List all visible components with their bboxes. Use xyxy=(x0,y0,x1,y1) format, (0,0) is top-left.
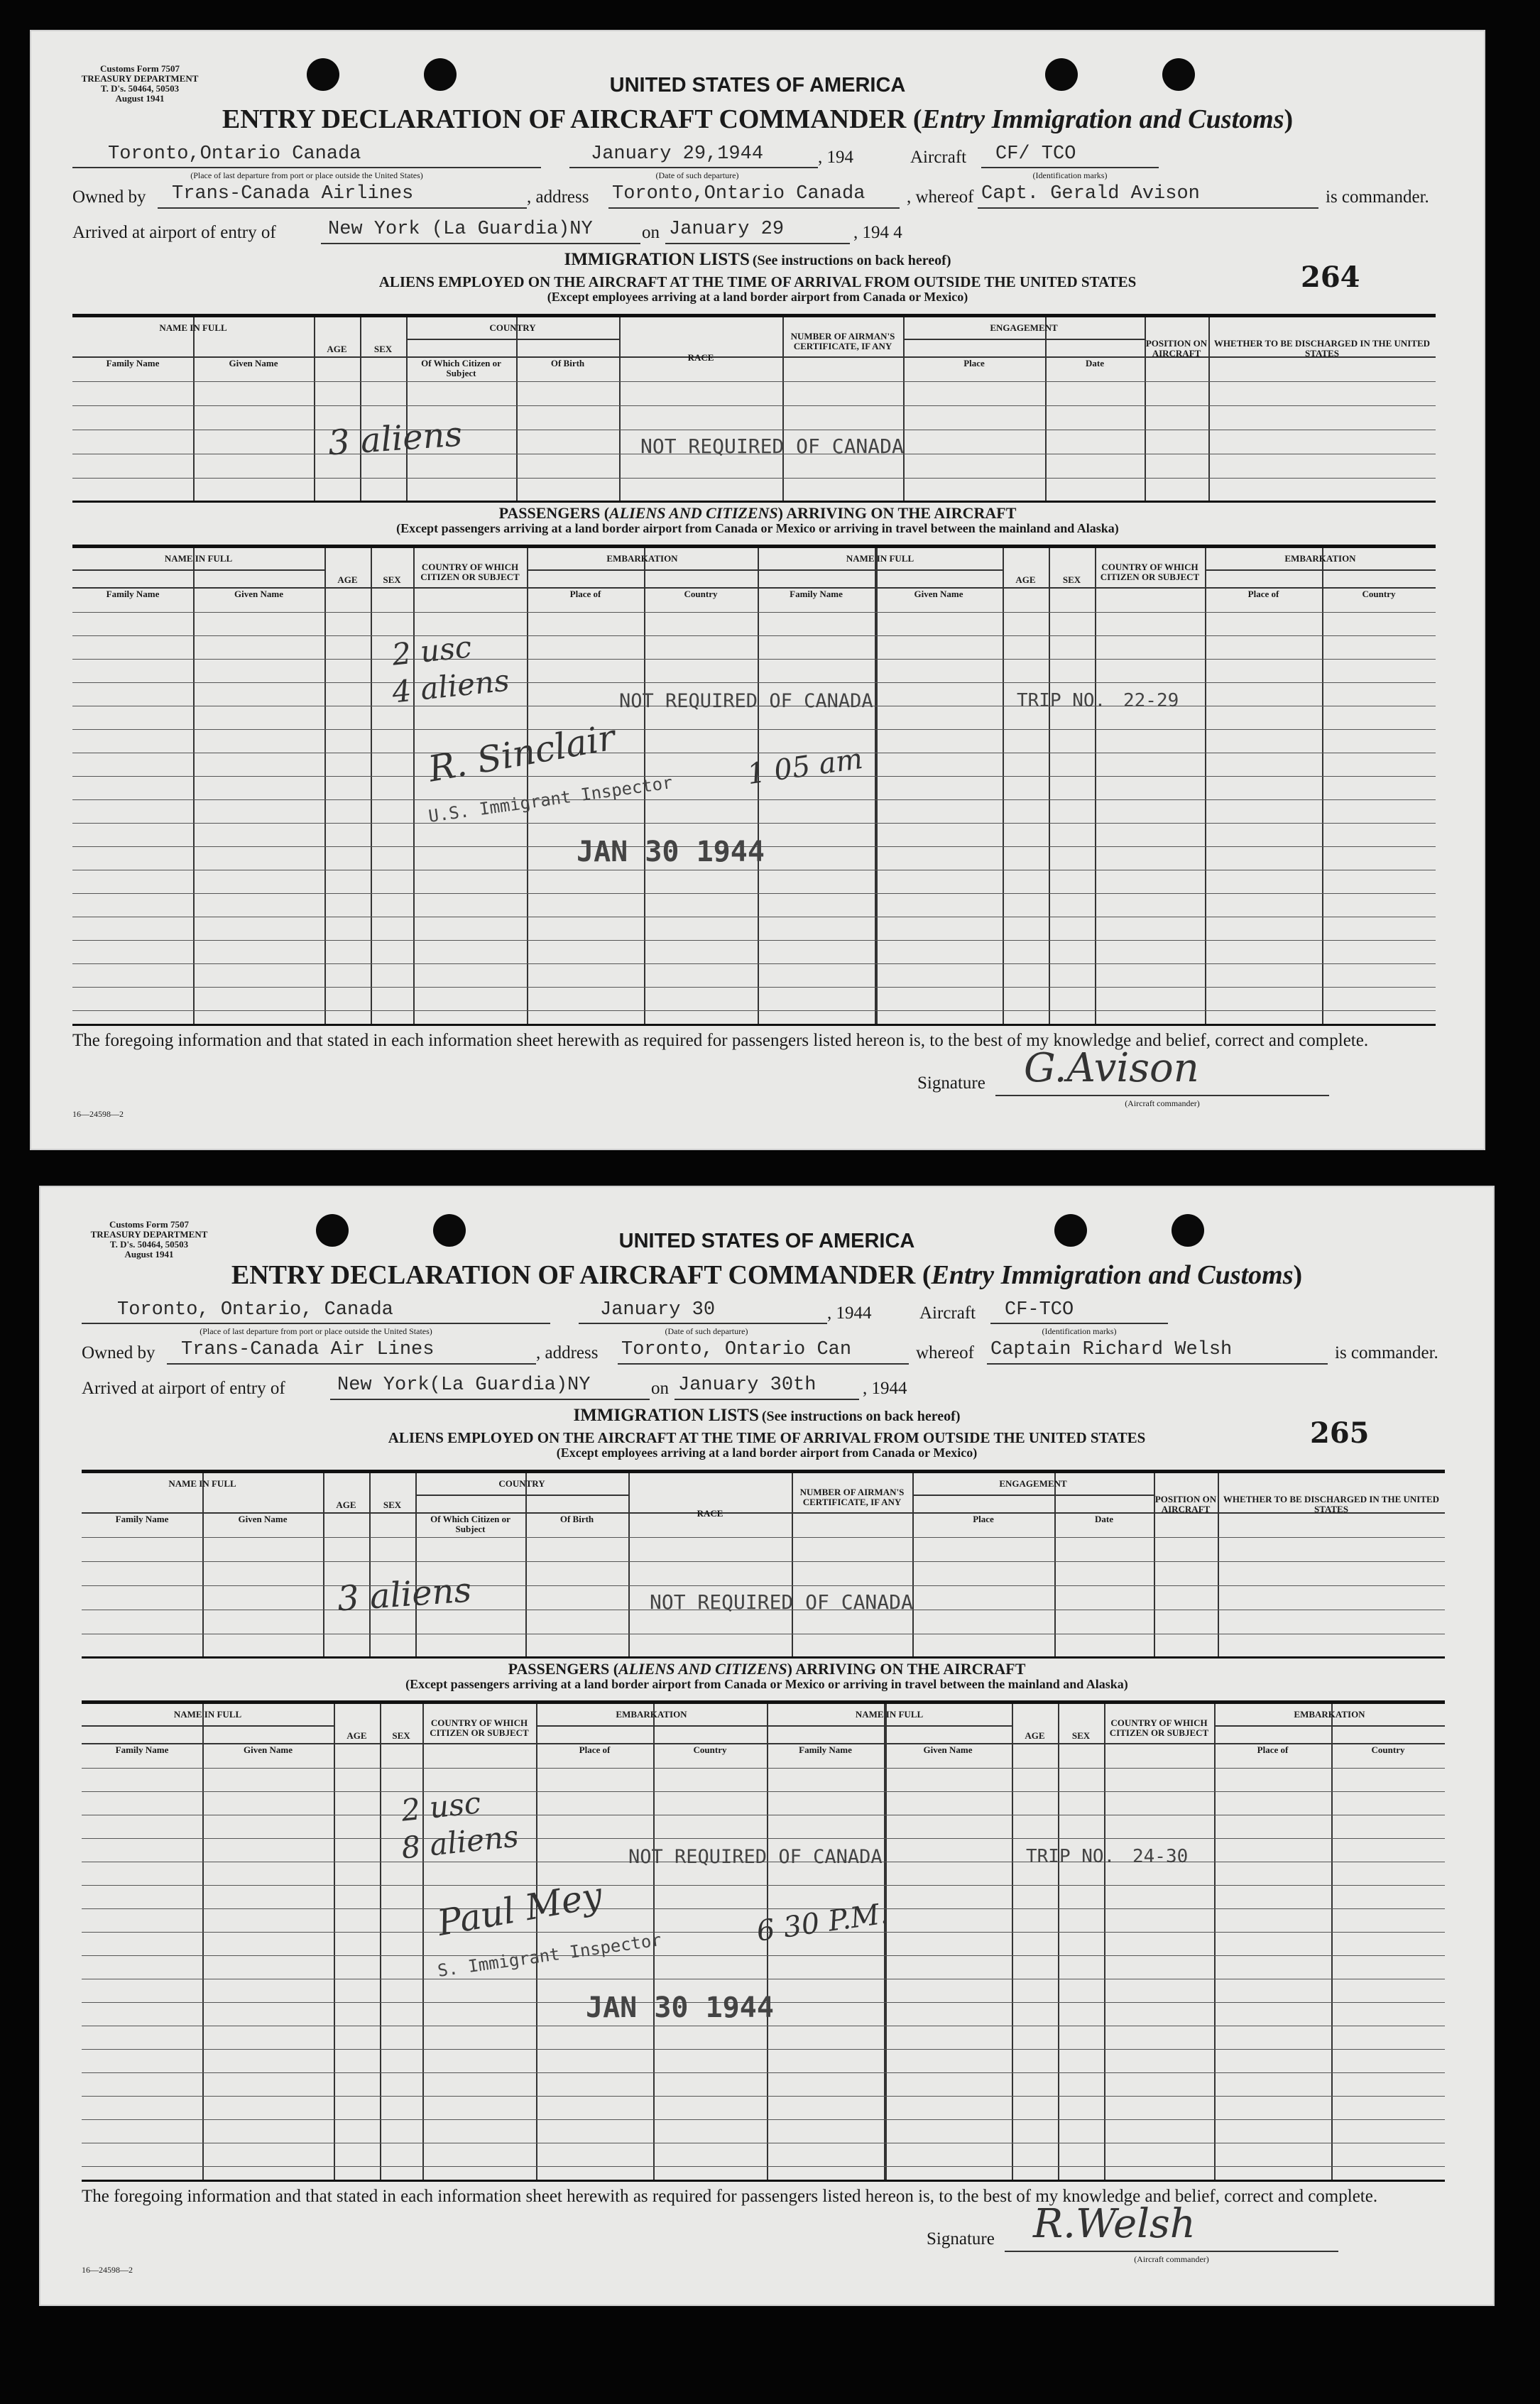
crew-handwritten-note: 3 aliens xyxy=(327,414,464,464)
pass-head-place: Place of xyxy=(579,1744,611,1755)
crew-row-rule xyxy=(72,405,1436,406)
owner-value: Trans-Canada Airlines xyxy=(172,183,414,204)
passengers-head-a: PASSENGERS ( xyxy=(508,1660,619,1678)
passengers-head-b: ALIENS AND CITIZENS xyxy=(618,1660,787,1678)
crew-head-birth: Of Birth xyxy=(559,1514,594,1524)
pass-head-embarkation-2: EMBARKATION xyxy=(1294,1709,1365,1720)
pass-group-rule xyxy=(758,569,1003,571)
crew-col-rule xyxy=(202,1473,204,1656)
crew-table-frame xyxy=(72,314,1436,503)
crew-col-rule xyxy=(912,1473,914,1656)
pass-head-country: Country xyxy=(684,589,718,599)
date-caption: (Date of such departure) xyxy=(655,170,739,180)
crew-head-birth: Of Birth xyxy=(550,358,585,368)
pass-head-embarkation-2: EMBARKATION xyxy=(1284,553,1356,564)
trip-label: TRIP NO. xyxy=(1017,690,1106,711)
crew-head-eng-date: Date xyxy=(1086,358,1104,368)
pass-head-name: NAME IN FULL xyxy=(164,553,233,564)
country-heading: UNITED STATES OF AMERICA xyxy=(618,1230,915,1252)
crew-head-country: COUNTRY xyxy=(498,1478,545,1489)
passenger-note-usc: 2 usc xyxy=(399,1785,483,1828)
certification-text: The foregoing information and that stated in each information sheet herewith as required for passengers listed hereon is, to the best of my knowledge and belief, correct and complete. xyxy=(82,2187,1378,2206)
place-caption: (Place of last departure from port or place outside the United States) xyxy=(190,170,423,180)
pass-head-citizen-2: COUNTRY OF WHICH CITIZEN OR SUBJECT xyxy=(1109,1717,1209,1738)
pass-row-rule xyxy=(82,1838,1445,1839)
crew-group-rule xyxy=(406,339,619,340)
pass-col-rule xyxy=(1003,548,1004,1024)
aircraft-label: Aircraft xyxy=(910,148,967,167)
pass-row-rule xyxy=(72,799,1436,800)
crew-table-frame xyxy=(82,1470,1445,1659)
pass-col-rule xyxy=(884,1704,887,2180)
passengers-subheading: (Except passengers arriving at a land border airport from Canada or Mexico or arriving in travel between the mainland and Alaska) xyxy=(396,521,1119,535)
signature-caption: (Aircraft commander) xyxy=(1125,1098,1200,1108)
crew-col-rule xyxy=(628,1473,630,1656)
crew-head-position: POSITION ON AIRCRAFT xyxy=(1145,338,1208,359)
trip-number: 24-30 xyxy=(1132,1846,1189,1867)
pass-group-rule xyxy=(82,1725,334,1727)
address-value: Toronto, Ontario Can xyxy=(621,1339,852,1360)
crew-row-rule xyxy=(72,381,1436,382)
arrival-date-value: January 29 xyxy=(669,219,785,240)
pass-row-rule xyxy=(72,729,1436,730)
crew-col-rule xyxy=(193,317,195,501)
aliens-subheading: (Except employees arriving at a land border airport from Canada or Mexico) xyxy=(547,290,968,304)
pass-head-given-2: Given Name xyxy=(914,589,963,599)
crew-col-rule xyxy=(406,317,408,501)
pass-col-rule xyxy=(536,1704,537,2180)
department: TREASURY DEPARTMENT xyxy=(90,1229,208,1240)
form-title xyxy=(39,1260,1495,1291)
on-label: on xyxy=(642,223,660,242)
passenger-not-required-stamp: NOT REQUIRED OF CANADA xyxy=(628,1846,883,1868)
immigration-title: IMMIGRATION LISTS xyxy=(573,1406,759,1425)
pass-row-rule xyxy=(82,1768,1445,1769)
arrival-year: , 194 4 xyxy=(853,223,902,242)
country-heading: UNITED STATES OF AMERICA xyxy=(609,74,906,97)
pass-group-rule xyxy=(767,1725,1012,1727)
crew-head-race: RACE xyxy=(687,352,714,363)
pass-col-rule xyxy=(193,548,195,1024)
owner-value: Trans-Canada Air Lines xyxy=(181,1339,435,1360)
pass-head-country-2: Country xyxy=(1371,1744,1405,1755)
form-date: August 1941 xyxy=(124,1249,174,1260)
pass-row-rule xyxy=(72,940,1436,941)
crew-col-rule xyxy=(619,317,621,501)
commander-signature: R.Welsh xyxy=(1033,2201,1196,2247)
airport-value: New York (La Guardia)NY xyxy=(328,219,593,240)
commander-label: is commander. xyxy=(1335,1343,1438,1362)
pass-row-rule xyxy=(82,2119,1445,2120)
passengers-subheading: (Except passengers arriving at a land border airport from Canada or Mexico or arriving in travel between the mainland and Alaska) xyxy=(405,1677,1128,1691)
aliens-subheading: (Except employees arriving at a land border airport from Canada or Mexico) xyxy=(556,1446,978,1460)
crew-head-position: POSITION ON AIRCRAFT xyxy=(1154,1494,1217,1514)
passengers-head-a: PASSENGERS ( xyxy=(498,504,610,522)
pass-col-rule xyxy=(334,1704,335,2180)
pass-row-rule xyxy=(72,612,1436,613)
address-value: Toronto,Ontario Canada xyxy=(612,183,865,204)
pass-group-rule xyxy=(527,569,758,571)
crew-head-citizen: Of Which Citizen or Subject xyxy=(421,358,501,378)
print-code: 16—24598—2 xyxy=(72,1109,124,1119)
crew-head-engagement: ENGAGEMENT xyxy=(999,1478,1067,1489)
declaration-form-265 xyxy=(39,1186,1495,2306)
crew-head-given: Given Name xyxy=(229,358,278,368)
pass-col-rule xyxy=(1058,1704,1059,2180)
pass-row-rule xyxy=(82,2072,1445,2073)
date-stamp: JAN 30 1944 xyxy=(586,1992,774,2024)
pass-group-rule xyxy=(1214,1725,1445,1727)
crew-head-eng-date: Date xyxy=(1095,1514,1113,1524)
crew-head-eng-place: Place xyxy=(973,1514,994,1524)
on-label: on xyxy=(651,1379,669,1398)
crew-head-citizen: Of Which Citizen or Subject xyxy=(430,1514,510,1534)
passenger-note-aliens: 4 aliens xyxy=(390,662,511,710)
pass-col-rule xyxy=(1331,1704,1333,2180)
pass-head-place-2: Place of xyxy=(1247,589,1279,599)
address-label: , address xyxy=(527,187,589,207)
crew-head-race: RACE xyxy=(697,1508,723,1519)
immigration-heading xyxy=(39,1406,1495,1426)
inspector-title: U.S. Immigrant Inspector xyxy=(427,772,675,826)
immigration-title: IMMIGRATION LISTS xyxy=(564,250,750,269)
crew-head-country: COUNTRY xyxy=(489,322,536,333)
title-close: ) xyxy=(1293,1260,1303,1290)
pass-col-rule xyxy=(1012,1704,1013,2180)
pass-head-place: Place of xyxy=(569,589,601,599)
pass-head-citizen: COUNTRY OF WHICH CITIZEN OR SUBJECT xyxy=(420,562,520,582)
passengers-head-c: ) ARRIVING ON THE AIRCRAFT xyxy=(787,1660,1026,1678)
departure-place-value: Toronto, Ontario, Canada xyxy=(117,1299,393,1321)
crew-head-discharge: WHETHER TO BE DISCHARGED IN THE UNITED STATES xyxy=(1223,1494,1440,1514)
pass-col-rule xyxy=(380,1704,381,2180)
aircraft-caption: (Identification marks) xyxy=(1042,1326,1117,1336)
crew-head-sex: SEX xyxy=(383,1499,402,1510)
pass-head-sex-2: SEX xyxy=(1062,574,1081,585)
crew-not-required-stamp: NOT REQUIRED OF CANADA xyxy=(650,1590,913,1614)
departure-date-value: January 29,1944 xyxy=(591,143,764,165)
pass-head-given-2: Given Name xyxy=(923,1744,973,1755)
crew-head-sex: SEX xyxy=(373,344,393,354)
immigration-note: (See instructions on back hereof) xyxy=(761,1409,961,1424)
pass-head-citizen-2: COUNTRY OF WHICH CITIZEN OR SUBJECT xyxy=(1100,562,1200,582)
pass-row-rule xyxy=(72,682,1436,683)
pass-head-sex-2: SEX xyxy=(1071,1730,1091,1741)
aircraft-value: CF-TCO xyxy=(1005,1299,1074,1321)
pass-head-family-2: Family Name xyxy=(799,1744,852,1755)
time-note: 1 05 am xyxy=(745,742,865,792)
pass-head-given: Given Name xyxy=(244,1744,293,1755)
pass-col-rule xyxy=(875,548,878,1024)
pass-row-rule xyxy=(82,1955,1445,1956)
immigration-heading xyxy=(30,250,1485,270)
crew-not-required-stamp: NOT REQUIRED OF CANADA xyxy=(640,435,904,458)
crew-col-rule xyxy=(516,317,518,501)
airport-value: New York(La Guardia)NY xyxy=(337,1375,591,1396)
treasury-decisions: T. D's. 50464, 50503 xyxy=(100,83,180,94)
departure-place-value: Toronto,Ontario Canada xyxy=(108,143,361,165)
arrived-label: Arrived at airport of entry of xyxy=(82,1379,285,1398)
inspector-signature: Paul Mey xyxy=(434,1874,606,1944)
commander-signature: G.Avison xyxy=(1024,1045,1199,1091)
passenger-note-aliens: 8 aliens xyxy=(399,1818,520,1866)
pass-row-rule xyxy=(72,635,1436,636)
crew-row-rule xyxy=(72,478,1436,479)
department: TREASURY DEPARTMENT xyxy=(81,73,199,84)
pass-head-place-2: Place of xyxy=(1257,1744,1289,1755)
pass-row-rule xyxy=(82,2049,1445,2050)
treasury-decisions: T. D's. 50464, 50503 xyxy=(109,1239,189,1250)
pass-row-rule xyxy=(82,1885,1445,1886)
time-note: 6 30 P.M. xyxy=(754,1897,891,1948)
inspector-title: S. Immigrant Inspector xyxy=(436,1930,663,1981)
pass-head-age-2: AGE xyxy=(1025,1730,1045,1741)
pass-col-rule xyxy=(324,548,326,1024)
pass-head-family: Family Name xyxy=(106,589,160,599)
signature-caption: (Aircraft commander) xyxy=(1134,2254,1209,2264)
pass-col-rule xyxy=(202,1704,204,2180)
pass-row-rule xyxy=(72,659,1436,660)
pass-row-rule xyxy=(82,1908,1445,1909)
title-part: ENTRY DECLARATION OF AIRCRAFT COMMANDER ( xyxy=(222,104,922,134)
commander-label: is commander. xyxy=(1326,187,1429,207)
pass-head-family: Family Name xyxy=(115,1744,169,1755)
pass-row-rule xyxy=(82,2166,1445,2167)
crew-head-age: AGE xyxy=(336,1499,356,1510)
immigration-note: (See instructions on back hereof) xyxy=(752,253,951,268)
date-suffix: , 194 xyxy=(818,148,853,167)
aliens-heading: ALIENS EMPLOYED ON THE AIRCRAFT AT THE TIME OF ARRIVAL FROM OUTSIDE THE UNITED STATES xyxy=(388,1429,1146,1446)
signature-label: Signature xyxy=(917,1073,985,1093)
signature-label: Signature xyxy=(927,2229,995,2249)
form-id: Customs Form 7507 xyxy=(100,63,180,74)
pass-head-country-2: Country xyxy=(1362,589,1396,599)
form-title xyxy=(30,104,1485,135)
pass-col-rule xyxy=(413,548,415,1024)
pass-head-age: AGE xyxy=(337,574,358,585)
crew-col-rule xyxy=(903,317,905,501)
pass-head-age: AGE xyxy=(346,1730,367,1741)
trip-label: TRIP NO. xyxy=(1026,1846,1115,1867)
pass-row-rule xyxy=(72,1010,1436,1011)
pass-head-age-2: AGE xyxy=(1015,574,1036,585)
trip-number: 22-29 xyxy=(1123,690,1179,711)
list-number: 265 xyxy=(1310,1416,1370,1450)
aircraft-caption: (Identification marks) xyxy=(1032,170,1108,180)
print-code: 16—24598—2 xyxy=(82,2265,133,2275)
title-italic: Entry Immigration and Customs xyxy=(931,1260,1294,1290)
pass-head-name: NAME IN FULL xyxy=(173,1709,242,1720)
pass-col-rule xyxy=(422,1704,424,2180)
arrived-label: Arrived at airport of entry of xyxy=(72,223,276,242)
pass-head-embarkation: EMBARKATION xyxy=(616,1709,687,1720)
pass-group-rule xyxy=(536,1725,767,1727)
crew-handwritten-note: 3 aliens xyxy=(336,1570,473,1619)
pass-row-rule xyxy=(72,963,1436,964)
passenger-not-required-stamp: NOT REQUIRED OF CANADA xyxy=(619,690,873,712)
crew-group-rule xyxy=(415,1495,628,1496)
passengers-heading xyxy=(39,1660,1495,1678)
commander-value: Capt. Gerald Avison xyxy=(981,183,1200,204)
date-stamp: JAN 30 1944 xyxy=(577,836,765,868)
certification-text: The foregoing information and that stated in each information sheet herewith as required for passengers listed hereon is, to the best of my knowledge and belief, correct and complete. xyxy=(72,1031,1369,1050)
inspector-signature: R. Sinclair xyxy=(425,716,618,790)
whereof-label: whereof xyxy=(916,1343,974,1362)
pass-head-embarkation: EMBARKATION xyxy=(606,553,678,564)
passengers-heading xyxy=(30,504,1485,523)
pass-row-rule xyxy=(72,987,1436,988)
crew-head-certificate: NUMBER OF AIRMAN'S CERTIFICATE, IF ANY xyxy=(790,331,895,351)
passengers-head-c: ) ARRIVING ON THE AIRCRAFT xyxy=(777,504,1017,522)
form-id: Customs Form 7507 xyxy=(109,1219,189,1230)
declaration-form-264 xyxy=(30,30,1485,1150)
form-date: August 1941 xyxy=(115,93,165,104)
pass-head-family-2: Family Name xyxy=(790,589,843,599)
aircraft-label: Aircraft xyxy=(919,1304,976,1323)
crew-head-name: NAME IN FULL xyxy=(159,322,227,333)
whereof-label: , whereof xyxy=(907,187,974,207)
crew-head-certificate: NUMBER OF AIRMAN'S CERTIFICATE, IF ANY xyxy=(799,1487,905,1507)
pass-row-rule xyxy=(72,823,1436,824)
crew-head-family: Family Name xyxy=(115,1514,169,1524)
crew-head-age: AGE xyxy=(327,344,347,354)
pass-col-rule xyxy=(1049,548,1050,1024)
pass-row-rule xyxy=(82,2096,1445,2097)
crew-col-rule xyxy=(525,1473,527,1656)
crew-row-rule xyxy=(82,1537,1445,1538)
crew-group-rule xyxy=(912,1495,1154,1496)
crew-head-given: Given Name xyxy=(238,1514,288,1524)
owned-by-label: Owned by xyxy=(82,1343,155,1362)
departure-date-value: January 30 xyxy=(600,1299,716,1321)
date-suffix: , 1944 xyxy=(827,1304,872,1323)
pass-col-rule xyxy=(1095,548,1096,1024)
pass-col-rule xyxy=(1322,548,1323,1024)
list-number: 264 xyxy=(1301,261,1360,294)
pass-head-sex: SEX xyxy=(392,1730,410,1741)
place-caption: (Place of last departure from port or place outside the United States) xyxy=(200,1326,432,1336)
title-close: ) xyxy=(1284,104,1294,134)
crew-row-rule xyxy=(82,1585,1445,1586)
aliens-heading: ALIENS EMPLOYED ON THE AIRCRAFT AT THE TIME OF ARRIVAL FROM OUTSIDE THE UNITED STATES xyxy=(378,273,1137,290)
pass-col-rule xyxy=(527,548,528,1024)
address-label: , address xyxy=(536,1343,599,1362)
pass-head-name-2: NAME IN FULL xyxy=(846,553,914,564)
crew-group-rule xyxy=(903,339,1145,340)
crew-col-rule xyxy=(1054,1473,1056,1656)
crew-head-name: NAME IN FULL xyxy=(168,1478,236,1489)
title-part: ENTRY DECLARATION OF AIRCRAFT COMMANDER ( xyxy=(231,1260,932,1290)
pass-head-sex: SEX xyxy=(383,574,401,585)
aircraft-value: CF/ TCO xyxy=(995,143,1076,165)
pass-head-country: Country xyxy=(693,1744,727,1755)
owned-by-label: Owned by xyxy=(72,187,146,207)
date-caption: (Date of such departure) xyxy=(665,1326,748,1336)
crew-head-eng-place: Place xyxy=(963,358,985,368)
crew-row-rule xyxy=(82,1561,1445,1562)
pass-row-rule xyxy=(82,1791,1445,1792)
pass-group-rule xyxy=(72,569,324,571)
crew-head-engagement: ENGAGEMENT xyxy=(990,322,1058,333)
pass-col-rule xyxy=(371,548,372,1024)
pass-col-rule xyxy=(1205,548,1206,1024)
crew-col-rule xyxy=(415,1473,417,1656)
pass-head-name-2: NAME IN FULL xyxy=(855,1709,924,1720)
pass-group-rule xyxy=(1205,569,1436,571)
arrival-year: , 1944 xyxy=(863,1379,907,1398)
crew-head-discharge: WHETHER TO BE DISCHARGED IN THE UNITED STATES xyxy=(1213,338,1431,359)
arrival-date-value: January 30th xyxy=(678,1375,817,1396)
passenger-note-usc: 2 usc xyxy=(390,629,474,672)
pass-row-rule xyxy=(72,893,1436,894)
pass-col-rule xyxy=(1104,1704,1105,2180)
passengers-head-b: ALIENS AND CITIZENS xyxy=(609,504,778,522)
commander-value: Captain Richard Welsh xyxy=(990,1339,1233,1360)
crew-col-rule xyxy=(1045,317,1047,501)
pass-head-citizen: COUNTRY OF WHICH CITIZEN OR SUBJECT xyxy=(430,1717,529,1738)
title-italic: Entry Immigration and Customs xyxy=(922,104,1284,134)
crew-head-family: Family Name xyxy=(106,358,160,368)
pass-head-given: Given Name xyxy=(234,589,283,599)
pass-col-rule xyxy=(1214,1704,1216,2180)
